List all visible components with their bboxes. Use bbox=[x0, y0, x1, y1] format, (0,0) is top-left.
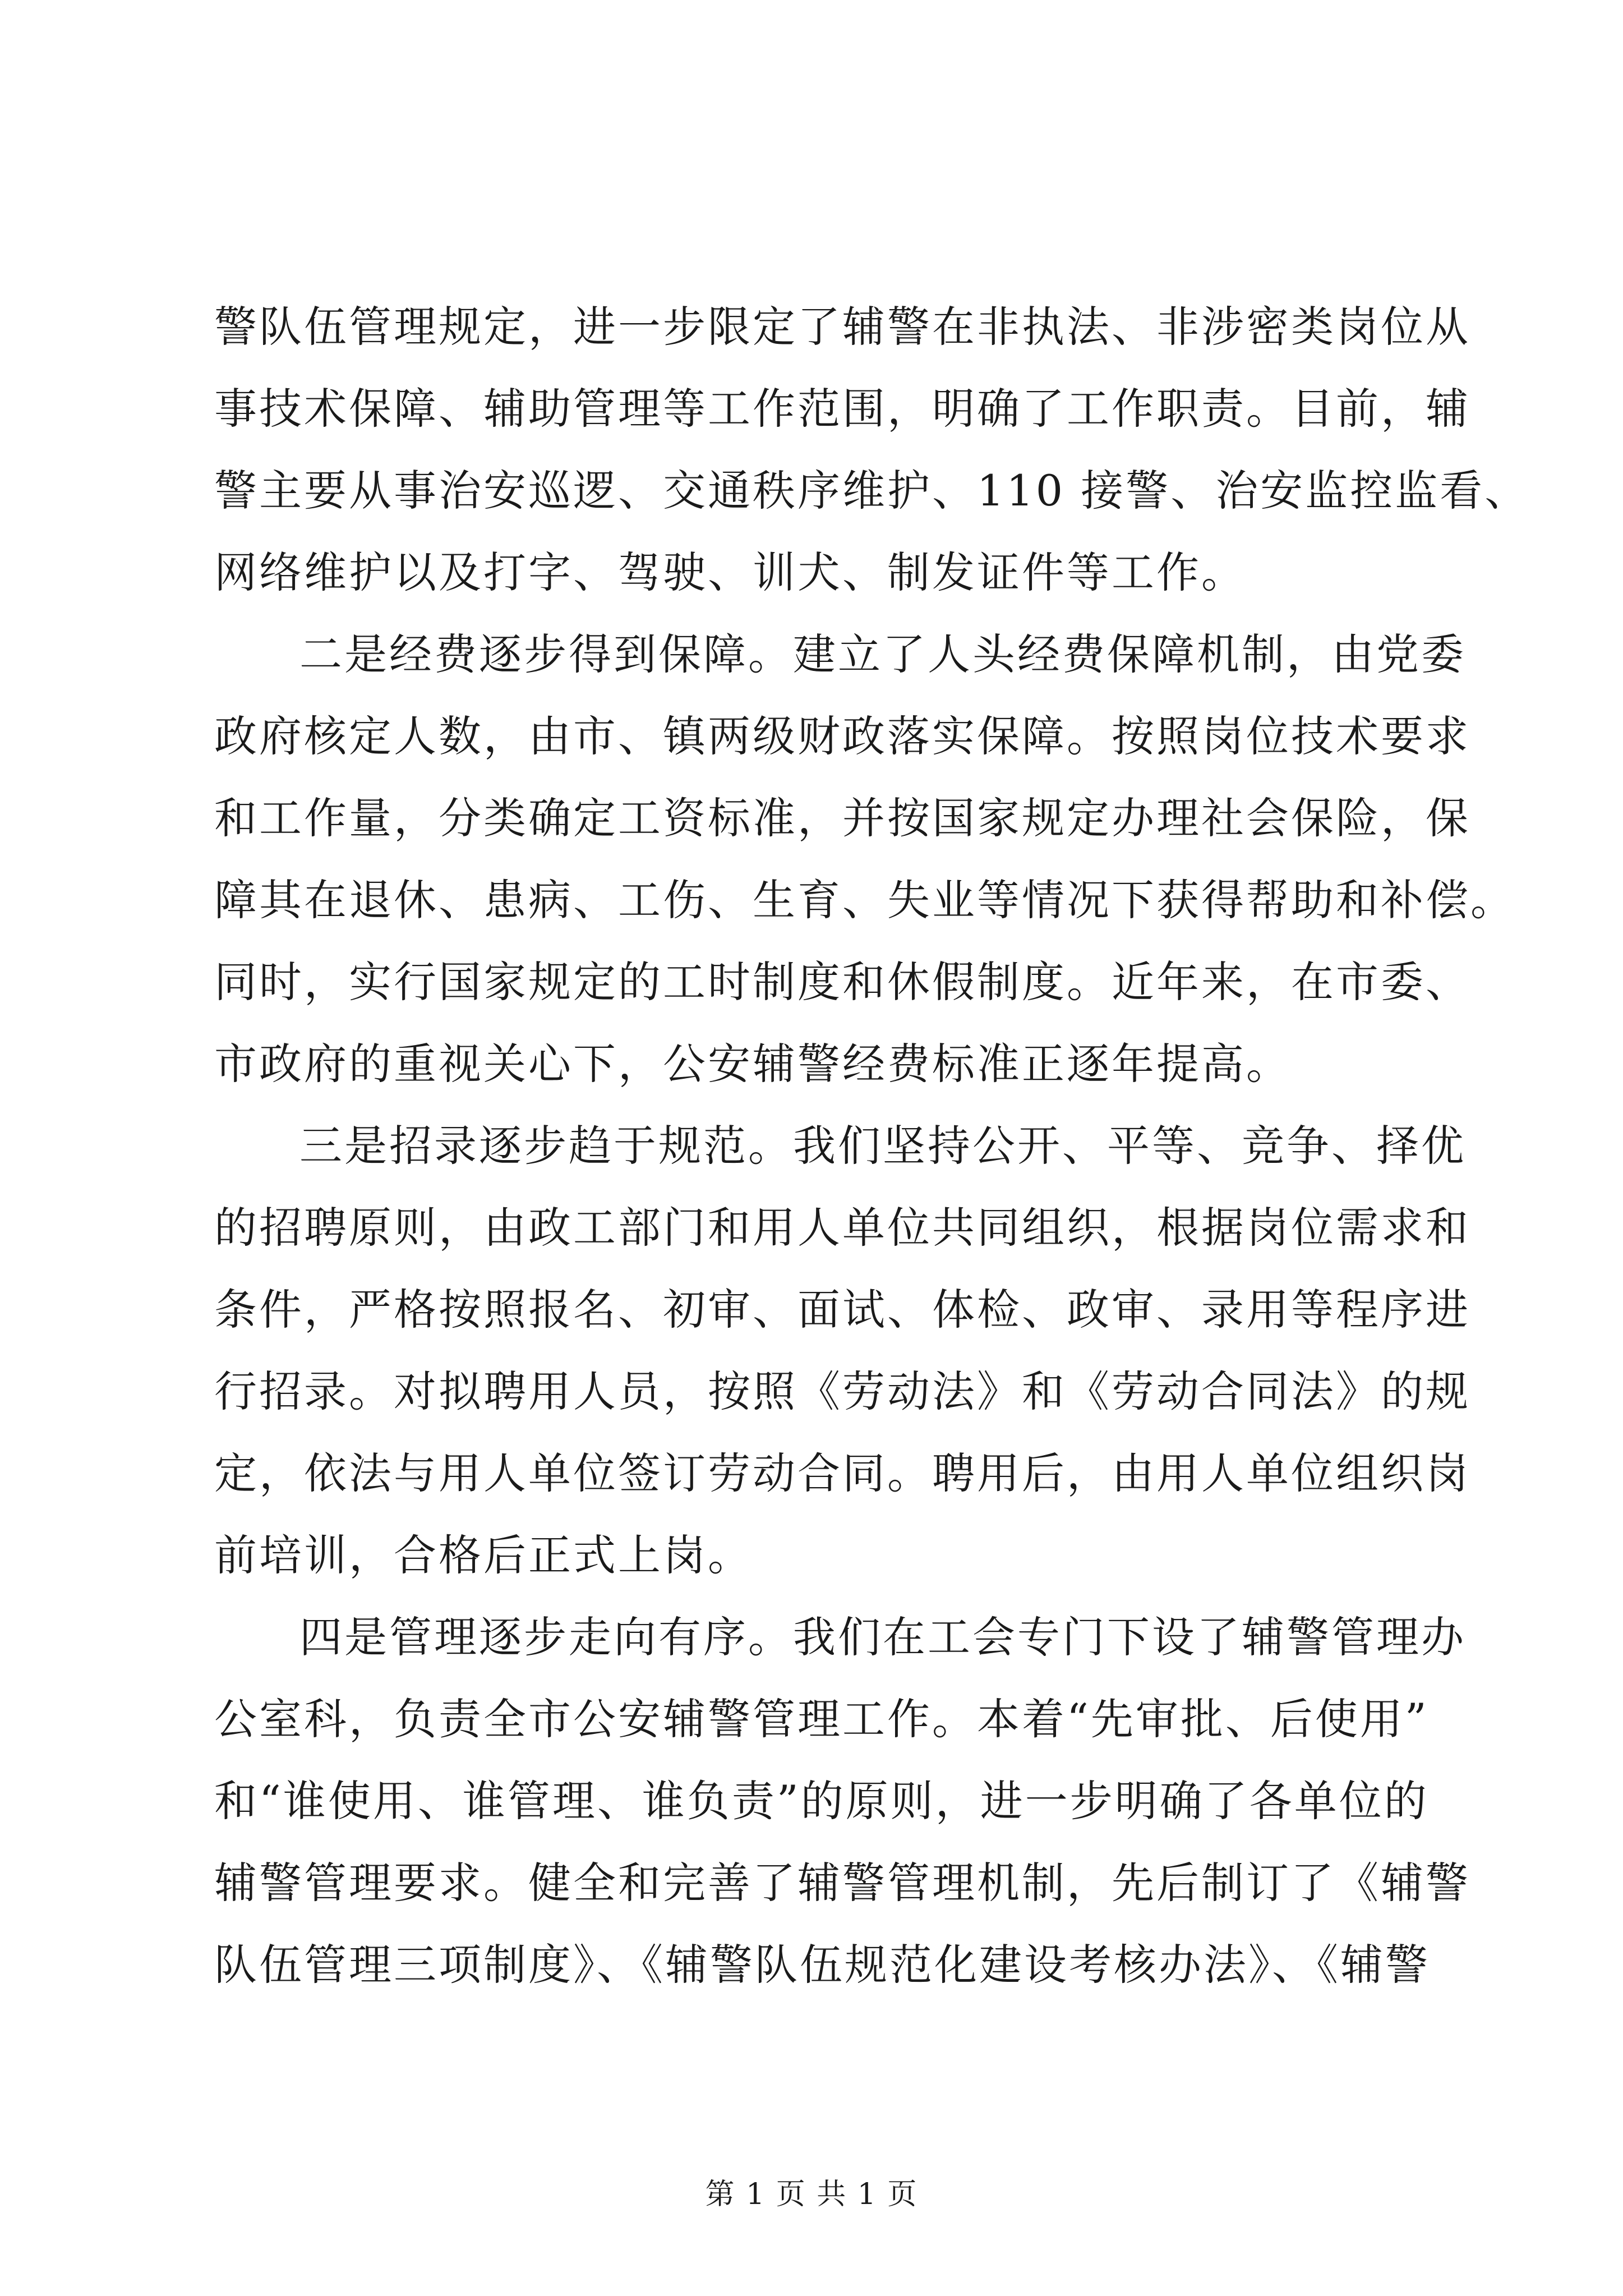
text-line: 和工作量，分类确定工资标准，并按国家规定办理社会保险，保 bbox=[214, 793, 1470, 843]
text-line: 辅警管理要求。健全和完善了辅警管理机制，先后制订了《辅警 bbox=[214, 1858, 1470, 1908]
text-line: 和“谁使用、谁管理、谁负责”的原则，进一步明确了各单位的 bbox=[214, 1776, 1429, 1826]
text-line: 定，依法与用人单位签订劳动合同。聘用后，由用人单位组织岗 bbox=[214, 1448, 1470, 1498]
text-line: 队伍管理三项制度》、《辅警队伍规范化建设考核办法》、《辅警 bbox=[214, 1940, 1430, 1990]
text-line: 公室科，负责全市公安辅警管理工作。本着“先审批、后使用” bbox=[214, 1694, 1429, 1744]
paragraph-first-line: 四是管理逐步走向有序。我们在工会专门下设了辅警管理办 bbox=[299, 1612, 1466, 1662]
paragraph-first-line: 三是招录逐步趋于规范。我们坚持公开、平等、竞争、择优 bbox=[299, 1121, 1466, 1171]
document-body bbox=[214, 286, 1530, 2006]
page-number-label: 第 1 页 共 1 页 bbox=[705, 2178, 918, 2211]
text-line: 障其在退休、患病、工伤、生育、失业等情况下获得帮助和补偿。 bbox=[214, 875, 1515, 925]
text-line: 行招录。对拟聘用人员，按照《劳动法》和《劳动合同法》的规 bbox=[214, 1366, 1470, 1416]
text-line: 网络维护以及打字、驾驶、训犬、制发证件等工作。 bbox=[214, 547, 1246, 597]
text-line: 市政府的重视关心下，公安辅警经费标准正逐年提高。 bbox=[214, 1039, 1291, 1089]
text-line: 同时，实行国家规定的工时制度和休假制度。近年来，在市委、 bbox=[214, 957, 1470, 1007]
paragraph-first-line: 二是经费逐步得到保障。建立了人头经费保障机制，由党委 bbox=[299, 629, 1466, 679]
text-line: 条件，严格按照报名、初审、面试、体检、政审、录用等程序进 bbox=[214, 1285, 1470, 1335]
text-line: 政府核定人数，由市、镇两级财政落实保障。按照岗位技术要求 bbox=[214, 711, 1470, 761]
text-line: 前培训，合格后正式上岗。 bbox=[214, 1530, 753, 1580]
text-line: 事技术保障、辅助管理等工作范围，明确了工作职责。目前，辅 bbox=[214, 384, 1470, 434]
text-line: 的招聘原则，由政工部门和用人单位共同组织，根据岗位需求和 bbox=[214, 1203, 1470, 1253]
text-line: 警主要从事治安巡逻、交通秩序维护、110 接警、治安监控监看、 bbox=[214, 466, 1530, 516]
text-line: 警队伍管理规定，进一步限定了辅警在非执法、非涉密类岗位从 bbox=[214, 302, 1470, 352]
page-footer bbox=[0, 2177, 1623, 2212]
